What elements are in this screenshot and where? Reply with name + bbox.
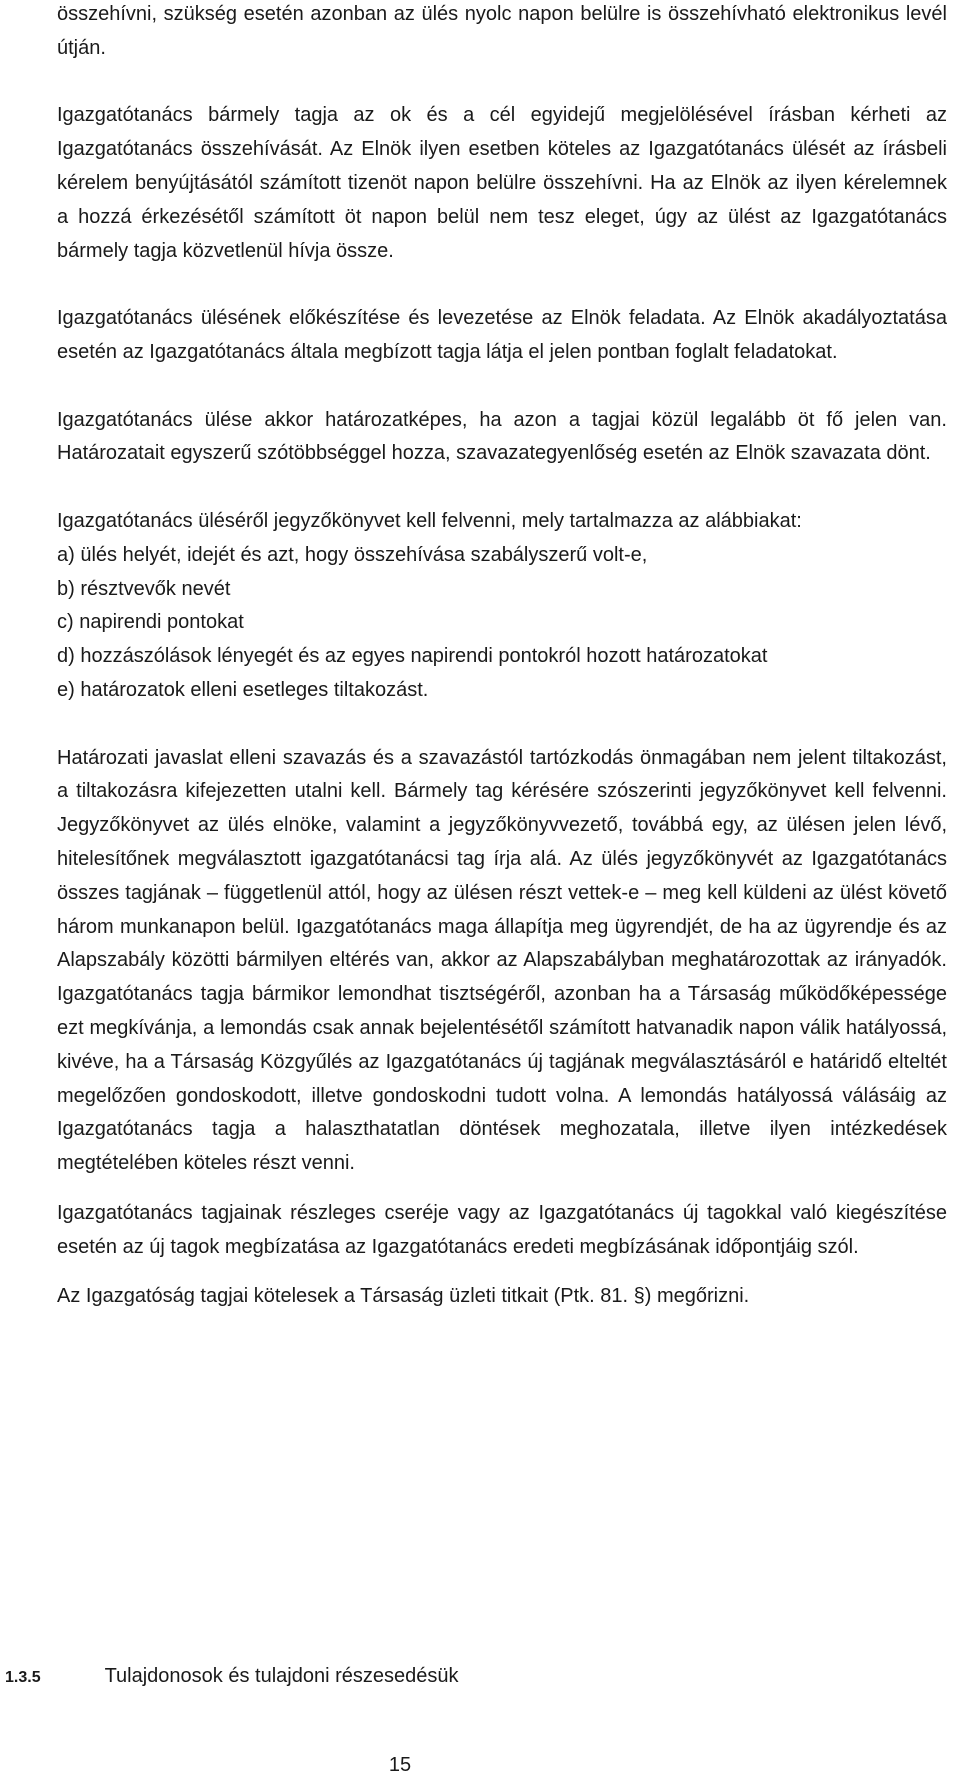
paragraph-convening-request: Igazgatótanács bármely tagja az ok és a cél egyidejű megjelölésével írásban kérheti az Igazgatótanács összehívását. Az Elnök ilyen esetben köteles az Igazgatótanács ülését az írásbeli kérelem benyújtásától számított tizenöt napon belülre összehívni. Ha az Elnök az ilyen kérelemnek a hozzá érkezésétől számított öt napon belül nem tesz eleget, úgy az ülést az Igazgatótanács bármely tagja közvetlenül hívja össze.	[57, 104, 947, 262]
minutes-contents-list	[57, 539, 947, 708]
document-body	[57, 0, 947, 1314]
section-title: Tulajdonosok és tulajdoni részesedésük	[104, 1665, 459, 1687]
paragraph-member-replacement: Igazgatótanács tagjainak részleges cseréje vagy az Igazgatótanács új tagokkal való kiegészítése esetén az új tagok megbízatása az Igazgatótanács eredeti megbízásának időpontjáig szól.	[57, 1201, 947, 1258]
paragraph-minutes-intro: Igazgatótanács üléséről jegyzőkönyvet kell felvenni, mely tartalmazza az alábbiakat:	[57, 509, 802, 532]
list-item: b) résztvevők nevét	[57, 577, 231, 600]
list-item: d) hozzászólások lényegét és az egyes napirendi pontokról hozott határozatokat	[57, 645, 768, 668]
paragraph-continuation: összehívni, szükség esetén azonban az ülés nyolc napon belülre is összehívható elektronikus levél útján.	[57, 3, 947, 59]
page-number: 15	[388, 1754, 412, 1776]
paragraph-voting-minutes: Határozati javaslat elleni szavazás és a szavazástól tartózkodás önmagában nem jelent tiltakozást, a tiltakozásra kifejezetten utalni kell. Bármely tag kérésére szószerinti jegyzőkönyvet kell felvenni. Jegyzőkönyvet az ülés elnöke, valamint a jegyzőkönyvvezető, továbbá egy, az ülésen jelen lévő, hitelesítőnek megválasztott igazgatótanácsi tag írja alá. Az ülés jegyzőkönyvét az Igazgatótanács összes tagjának – függetlenül attól, hogy az ülésen részt vettek-e – meg kell küldeni az ülést követő három munkanapon belül. Igazgatótanács maga állapítja meg ügyrendjét, de ha az ügyrendje és az Alapszabály közötti bármilyen eltérés van, akkor az Alapszabályban meghatározottak az irányadók. Igazgatótanács tagja bármikor lemondhat tisztségéről, azonban ha a Társaság működőképessége ezt megkívánja, a lemondás csak annak bejelentésétől számított hatvanadik napon válik hatályossá, kivéve, ha a Társaság Közgyűlés az Igazgatótanács új tagjának megválasztásáról e határidő elteltét megelőzően gondoskodott, illetve gondoskodni tudott volna. A lemondás hatályossá válásáig az Igazgatótanács tagja a halaszthatatlan döntések meghozatala, illetve ilyen intézkedések megtételében köteles részt venni.	[57, 746, 947, 1175]
paragraph-quorum: Igazgatótanács ülése akkor határozatképes, ha azon a tagjai közül legalább öt fő jelen van. Határozatait egyszerű szótöbbséggel hozza, szavazategyenlőség esetén az Elnök szavazata dönt.	[57, 408, 947, 465]
list-item: c) napirendi pontokat	[57, 611, 244, 634]
section-number: 1.3.5	[5, 1669, 41, 1686]
paragraph-confidentiality: Az Igazgatóság tagjai kötelesek a Társaság üzleti titkait (Ptk. 81. §) megőrizni.	[57, 1285, 750, 1308]
list-item: a) ülés helyét, idejét és azt, hogy összehívása szabályszerű volt-e,	[57, 543, 648, 566]
section-heading	[5, 1661, 905, 1693]
list-item: e) határozatok elleni esetleges tiltakozást.	[57, 678, 429, 701]
paragraph-meeting-preparation: Igazgatótanács ülésének előkészítése és levezetése az Elnök feladata. Az Elnök akadályoztatása esetén az Igazgatótanács általa megbízott tagja látja el jelen pontban foglalt feladatokat.	[57, 307, 947, 363]
